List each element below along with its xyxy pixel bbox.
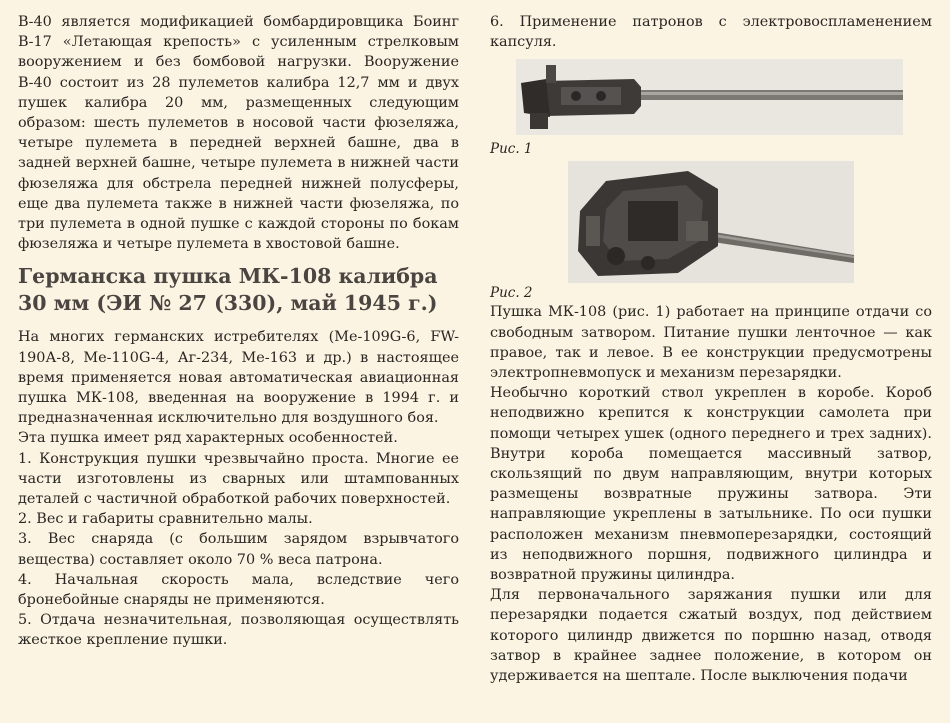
feature-item-4: 4. Начальная скорость мала, вследствие чего бронебойные снаряды не применяются. [18, 571, 459, 609]
paragraph-fighters: На многих германских истребителях (Ме-109G-6, FW-190А-8, Ме-110G-4, Аг-234, Ме-163 и др.) в настоящее время применяется новая автоматическая авиационная пушка МК-108, введенная на вооружение в 1994 г. и предназначенная исключительно для воздушного боя. [18, 329, 459, 427]
paragraph-features-intro: Эта пушка имеет ряд характерных особенностей. [18, 430, 398, 447]
figure-1-caption: Рис. 1 [490, 141, 533, 158]
left-column [18, 0, 459, 651]
intro-paragraph: В-40 является модификацией бомбардировщика Боинг В-17 «Летающая крепость» с усиленным стрелковым вооружением и без бомбовой нагрузки. Вооружение В-40 состоит из 28 пулеметов калибра 12,7 мм и двух пушек калибра 20 мм, размещенных следующим образом: шесть пулеметов в носовой части фюзеляжа, четыре пулемета в передней верхней башне, два в задней верхней башне, четыре пулемета в нижней части фюзеляжа для обстрела передней нижней полусферы, еще два пулемета также в нижней части фюзеляжа, по три пулемета в одной пушке с каждой стороны по бокам фюзеляжа и четыре пулемета в хвостовой башне. [18, 14, 459, 253]
figure-2-caption: Рис. 2 [490, 285, 533, 302]
right-column [490, 0, 932, 686]
paragraph-principle: Пушка МК-108 (рис. 1) работает на принципе отдачи со свободным затвором. Питание пушки ленточное — как правое, так и левое. В ее конструкции предусмотрены электропневмопуск и механизм перезарядки. [490, 304, 932, 382]
paragraph-construction: Необычно короткий ствол укреплен в коробе. Короб неподвижно крепится к конструкции самолета при помощи четырех ушек (одного переднего и трех задних). Внутри короба помещается массивный затвор, скользящий по двум направляющим, внутри которых размещены возвратные пружины затвора. Эти направляющие укреплены в затыльнике. По оси пушки расположен механизм пневмоперезарядки, состоящий из неподвижного поршня, подвижного цилиндра и возвратной пружины цилиндра. [490, 385, 932, 584]
feature-item-3: 3. Вес снаряда (с большим зарядом взрывчатого вещества) составляет около 70 % веса патрона. [18, 531, 459, 568]
feature-item-1: 1. Конструкция пушки чрезвычайно проста. Многие ее части изготовлены из сварных или штампованных деталей с частичной обработкой рабочих поверхностей. [18, 450, 459, 508]
cannon-angled-view-photo [568, 161, 854, 283]
article-heading: Германска пушка МК-108 калибра 30 мм (ЭИ № 27 (330), май 1945 г.) [18, 264, 438, 316]
figure-1-image [516, 59, 903, 135]
figure-2-image [568, 161, 854, 283]
feature-item-5: 5. Отдача незначительная, позволяющая осуществлять жесткое крепление пушки. [18, 612, 459, 649]
paragraph-reloading: Для первоначального заряжания пушки или для перезарядки подается сжатый воздух, под действием которого цилиндр движется по поршню назад, отводя затвор в крайнее заднее положение, в котором он удерживается на шептале. После выключения подачи [490, 587, 932, 685]
feature-item-6: 6. Применение патронов с электровоспламенением капсуля. [490, 14, 932, 51]
feature-item-2: 2. Вес и габариты сравнительно малы. [18, 511, 313, 528]
cannon-side-view-photo [516, 59, 903, 135]
